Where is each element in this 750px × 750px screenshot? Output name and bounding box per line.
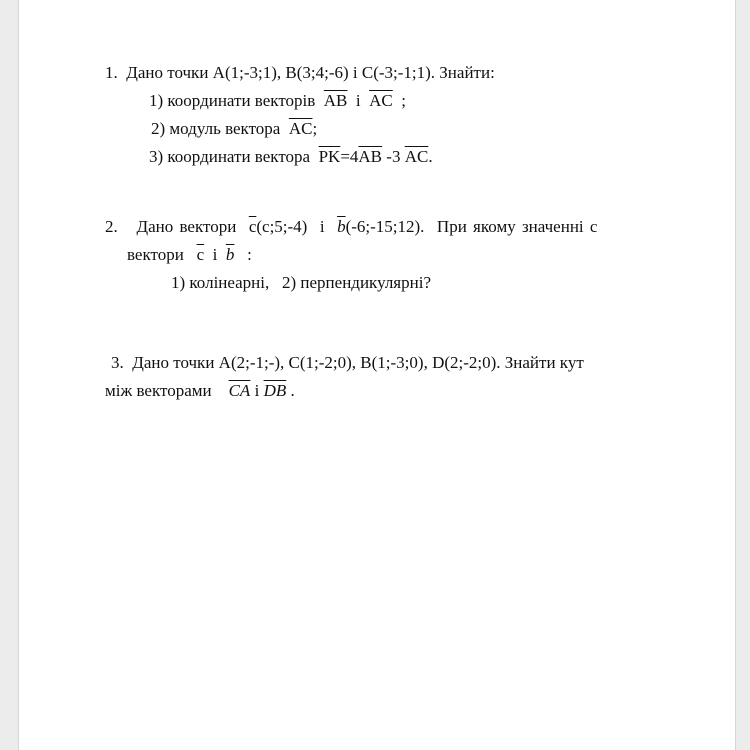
vector-b-coords: (-6;-15;12). [345,217,425,236]
problem-2-line-2-end: : [247,245,252,264]
item-3-coef-2: -3 [386,147,401,166]
item-2-text: 2) модуль вектора [151,119,281,138]
problem-3-number: 3. [111,353,124,372]
item-3-text: 3) координати вектора [149,147,311,166]
vector-pk: $\overline{PK}$ [318,147,341,166]
vector-ab: $\overline{AB}$ [358,147,383,166]
item-1-text: 1) координати векторів [149,91,316,110]
problem-3-end: . [290,381,295,400]
problem-2-line-2-sep: і [212,245,218,264]
vector-ac: $\overline{AC}$ [288,119,313,138]
problem-3-line-2 [105,380,295,402]
vector-db: $\overline{DB}$ [263,381,287,400]
vector-ab: $\overline{AB}$ [323,91,348,110]
item-3-end: . [428,147,433,166]
vector-b: $\overline{b}$ [225,245,235,264]
problem-3-line-1 [111,352,584,374]
problem-2-line-2-text: вектори [127,245,184,264]
problem-1-item-3 [149,146,433,168]
problem-1-number: 1. [105,63,118,82]
problem-2-options [171,272,431,294]
item-1-sep: і [355,91,361,110]
vector-c: $\overline{c}$ [196,245,205,264]
vector-ca: $\overline{CA}$ [228,381,251,400]
problem-2-options-text: 1) колінеарні, 2) перпендикулярні? [171,273,431,292]
problem-1-item-1 [149,90,406,112]
problem-2-number: 2. [105,217,118,236]
item-2-end: ; [312,119,318,138]
problem-2-sep: і [319,217,325,236]
problem-2-lead: Дано вектори [136,217,237,236]
problem-1-text: Дано точки A(1;-3;1), B(3;4;-6) і C(-3;-1;1). Знайти: [126,63,495,82]
problem-1-item-2 [151,118,317,140]
vector-ac: $\overline{AC}$ [369,91,393,110]
problem-3-sep: і [254,381,260,400]
item-1-end: ; [401,91,406,110]
problem-3-line-2-text: між векторами [105,381,212,400]
problem-1-intro [105,62,495,84]
problem-2-question: При якому значенні c [436,217,598,236]
problem-2-line-2 [127,244,252,266]
vector-ac: $\overline{AC}$ [404,147,429,166]
vector-c: $\overline{c}$ [248,217,257,236]
document-page [18,0,736,750]
vector-b: $\overline{b}$ [337,217,346,236]
problem-2-line-1 [105,216,597,238]
vector-c-coords: (c;5;-4) [256,217,308,236]
item-3-coef-1: =4 [340,147,359,166]
problem-3-text: Дано точки A(2;-1;-), C(1;-2;0), B(1;-3;0), D(2;-2;0). Знайти кут [132,353,584,372]
